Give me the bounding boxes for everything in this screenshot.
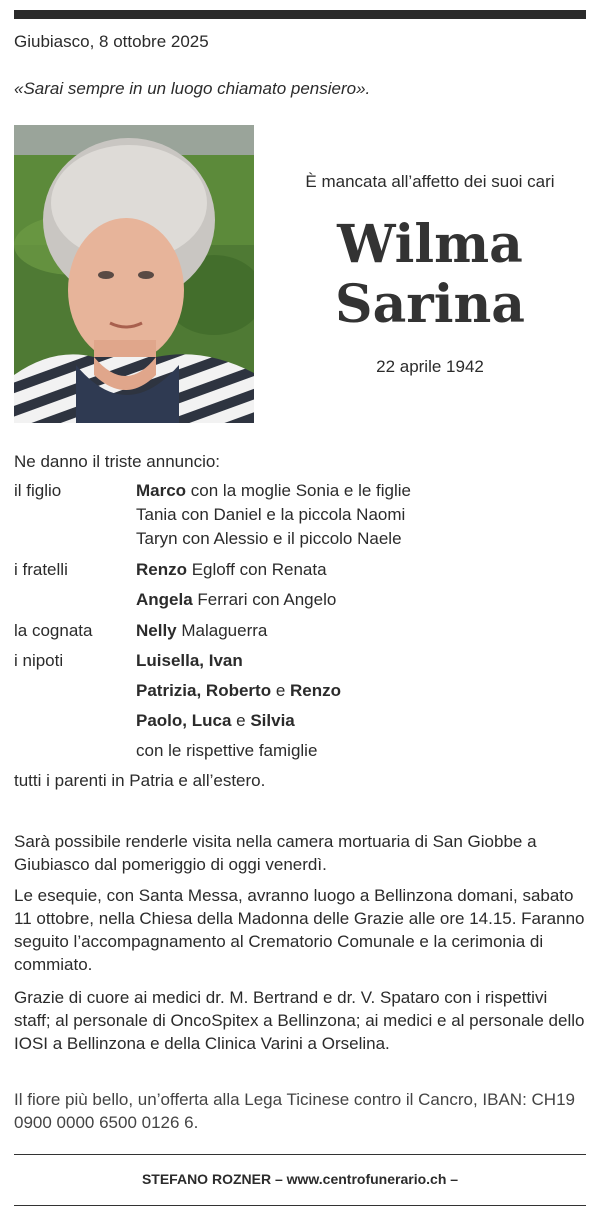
deceased-lead: È mancata all’affetto dei suoi cari [305, 172, 555, 191]
announcement-closing: tutti i parenti in Patria e all’estero. [14, 771, 266, 790]
thanks-paragraph: Grazie di cuore ai medici dr. M. Bertrand e dr. V. Spataro con i rispettivi staff; al personale di OncoSpitex a Bellinzona; ai medici e al personale dello IOSI a Bellinzona e della Clinica Varini a Orselina. [14, 988, 585, 1053]
donation-paragraph: Il fiore più bello, un’offerta alla Lega Ticinese contro il Cancro, IBAN: CH19 0900 0000 6500 0126 6. [14, 1090, 575, 1132]
relation-label: il figlio [14, 481, 62, 500]
top-rule [14, 10, 586, 19]
relation-label: la cognata [14, 621, 93, 640]
mourner-line: Angela Ferrari con Angelo [136, 590, 337, 609]
relation-label: i fratelli [14, 560, 68, 579]
announcement-intro: Ne danno il triste annuncio: [14, 452, 221, 471]
mourner-line: Luisella, Ivan [136, 651, 243, 670]
deceased-last-name: Sarina [335, 274, 525, 335]
funeral-home-credit: STEFANO ROZNER – www.centrofunerario.ch – [141, 1171, 459, 1187]
portrait-photo [14, 125, 254, 423]
deceased-first-name: Wilma [337, 214, 523, 275]
footer-rule-bottom [14, 1205, 586, 1206]
mourner-line: Tania con Daniel e la piccola Naomi [136, 505, 406, 524]
mourner-line: con le rispettive famiglie [136, 741, 318, 760]
mourner-line: Patrizia, Roberto e Renzo [136, 681, 341, 700]
mourner-line: Marco con la moglie Sonia e le figlie [136, 481, 411, 500]
mourner-line: Nelly Malaguerra [136, 621, 268, 640]
visit-paragraph: Sarà possibile renderle visita nella camera mortuaria di San Giobbe a Giubiasco dal pomeriggio di oggi venerdì. [14, 832, 537, 874]
relation-label: i nipoti [14, 651, 64, 670]
mourner-line: Renzo Egloff con Renata [136, 560, 327, 579]
birth-date: 22 aprile 1942 [376, 357, 484, 376]
mourner-line: Paolo, Luca e Silvia [136, 711, 295, 730]
mourner-line: Taryn con Alessio e il piccolo Naele [136, 529, 402, 548]
funeral-paragraph: Le esequie, con Santa Messa, avranno luogo a Bellinzona domani, sabato 11 ottobre, nella Chiesa della Madonna delle Grazie alle ore 14.15. Faranno seguito l’accompagnamento al Crematorio Comunale e la cerimonia di commiato. [14, 886, 585, 974]
footer-rule-top [14, 1154, 586, 1155]
memorial-quote: «Sarai sempre in un luogo chiamato pensiero». [14, 79, 371, 98]
place-date: Giubiasco, 8 ottobre 2025 [14, 32, 209, 51]
